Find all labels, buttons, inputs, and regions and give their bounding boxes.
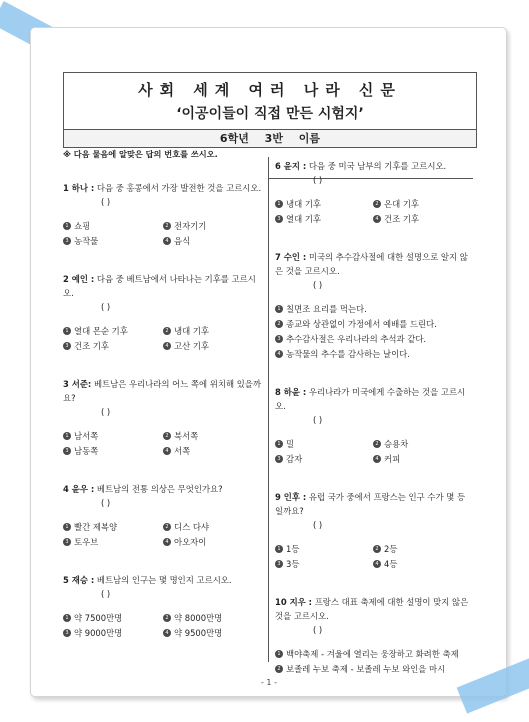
option-number-icon: 4: [163, 447, 171, 455]
answer-option[interactable]: [373, 197, 471, 211]
answer-option[interactable]: [163, 339, 263, 353]
question: [63, 573, 263, 640]
answer-option[interactable]: [275, 212, 373, 226]
option-label: 디스 다샤: [174, 522, 210, 532]
answer-option[interactable]: [163, 611, 263, 625]
answer-option[interactable]: [275, 317, 471, 331]
question: [275, 385, 471, 466]
question-number: 3 서준:: [63, 379, 92, 389]
question-number: 4 윤우 :: [63, 484, 95, 494]
answer-option[interactable]: [275, 347, 471, 361]
option-label: 건조 기후: [74, 341, 110, 351]
option-label: 온대 기후: [384, 199, 420, 209]
question-number: 10 지우 :: [275, 597, 313, 607]
option-number-icon: 1: [63, 327, 71, 335]
option-number-icon: 1: [275, 440, 283, 448]
answer-option[interactable]: [275, 662, 471, 676]
question-body: 미국의 추수감사절에 대한 설명으로 알지 않은 것을 고르시오.: [275, 252, 468, 276]
right-question-list: [275, 159, 471, 676]
question-text: [63, 181, 263, 209]
option-label: 백야축제 - 겨울에 열리는 웅장하고 화려한 축제: [286, 649, 459, 659]
answer-blank[interactable]: ( ): [313, 415, 323, 425]
answer-blank[interactable]: ( ): [101, 197, 111, 207]
answer-option[interactable]: [163, 429, 263, 443]
option-label: 밀: [286, 439, 295, 449]
option-label: 쇼핑: [74, 221, 91, 231]
option-number-icon: 1: [275, 650, 283, 658]
option-label: 감자: [286, 454, 303, 464]
exam-title: 사회 세계 여러 나라 신문: [138, 81, 402, 99]
answer-option[interactable]: [163, 520, 263, 534]
option-number-icon: 4: [163, 342, 171, 350]
question-body: 다음 중 홍콩에서 가장 발전한 것을 고르시오.: [96, 183, 262, 193]
option-number-icon: 2: [275, 665, 283, 673]
option-number-icon: 2: [373, 545, 381, 553]
option-label: 남동쪽: [74, 446, 99, 456]
option-label: 건조 기후: [384, 214, 420, 224]
option-list: [275, 647, 471, 676]
question: [275, 490, 471, 571]
question-text: [275, 159, 471, 187]
exam-header: [63, 72, 477, 148]
option-number-icon: 3: [275, 560, 283, 568]
instruction: ※ 다음 물음에 알맞은 답의 번호를 쓰시오.: [63, 149, 218, 159]
question: [275, 250, 471, 361]
question: [63, 482, 263, 549]
option-number-icon: 2: [163, 327, 171, 335]
answer-blank[interactable]: ( ): [313, 625, 323, 635]
answer-option[interactable]: [163, 444, 263, 458]
question-body: 유럽 국가 중에서 프랑스는 인구 수가 몇 등일까요?: [275, 492, 466, 516]
option-label: 북서쪽: [174, 431, 199, 441]
answer-option[interactable]: [275, 302, 471, 316]
answer-option[interactable]: [163, 324, 263, 338]
option-number-icon: 3: [275, 455, 283, 463]
question-text: [63, 272, 263, 314]
option-number-icon: 1: [63, 222, 71, 230]
option-label: 서쪽: [174, 446, 191, 456]
answer-option[interactable]: [163, 626, 263, 640]
answer-option[interactable]: [275, 557, 373, 571]
answer-option[interactable]: [163, 535, 263, 549]
option-number-icon: 2: [163, 222, 171, 230]
option-number-icon: 3: [63, 629, 71, 637]
question: [275, 159, 471, 226]
question-number: 8 하윤 :: [275, 387, 307, 397]
question-number: 1 하나 :: [63, 183, 95, 193]
answer-option[interactable]: [275, 332, 471, 346]
option-label: 약 7500만명: [74, 613, 123, 623]
answer-option[interactable]: [275, 542, 373, 556]
option-number-icon: 1: [275, 305, 283, 313]
answer-blank[interactable]: ( ): [101, 589, 111, 599]
option-list: [275, 542, 471, 571]
name-label: 이름: [298, 132, 321, 145]
option-number-icon: 4: [373, 560, 381, 568]
question-text: [275, 595, 471, 637]
option-number-icon: 4: [163, 538, 171, 546]
option-number-icon: 3: [63, 237, 71, 245]
question-body: 베트남은 우리나라의 어느 쪽에 위치해 있을까요?: [63, 379, 261, 403]
option-number-icon: 2: [275, 320, 283, 328]
option-number-icon: 4: [373, 455, 381, 463]
option-number-icon: 4: [163, 237, 171, 245]
option-label: 2등: [384, 544, 398, 554]
option-number-icon: 1: [63, 523, 71, 531]
option-number-icon: 2: [163, 523, 171, 531]
option-number-icon: 3: [63, 342, 71, 350]
question-body: 프랑스 대표 축제에 대한 설명이 맞지 않은 것을 고르시오.: [275, 597, 469, 621]
option-label: 전자기기: [174, 221, 207, 231]
question: [63, 272, 263, 353]
option-number-icon: 1: [63, 614, 71, 622]
answer-option[interactable]: [275, 197, 373, 211]
answer-option[interactable]: [373, 437, 471, 451]
question-number: 5 재승 :: [63, 575, 95, 585]
question: [63, 181, 263, 248]
answer-option[interactable]: [373, 557, 471, 571]
question-text: [275, 385, 471, 427]
option-label: 약 9000만명: [74, 628, 123, 638]
question-number: 6 윤지 :: [275, 161, 307, 171]
page-number: - 1 -: [261, 678, 277, 687]
option-label: 아오자이: [174, 537, 207, 547]
column-divider: [268, 157, 269, 662]
answer-option[interactable]: [275, 437, 373, 451]
option-list: [63, 219, 263, 248]
option-label: 농작물: [74, 236, 99, 246]
answer-blank[interactable]: ( ): [101, 498, 111, 508]
option-label: 약 9500만명: [174, 628, 223, 638]
option-label: 농작물의 추수를 감사하는 날이다.: [286, 349, 410, 359]
option-number-icon: 1: [63, 432, 71, 440]
option-number-icon: 4: [373, 215, 381, 223]
option-label: 냉대 기후: [174, 326, 210, 336]
option-label: 보졸레 누보 축제 - 보졸레 누보 와인을 마시: [286, 664, 446, 674]
option-label: 남서쪽: [74, 431, 99, 441]
question: [63, 377, 263, 458]
question-number: 2 예인 :: [63, 274, 95, 284]
option-label: 커피: [384, 454, 401, 464]
option-number-icon: 3: [63, 538, 71, 546]
answer-blank[interactable]: ( ): [101, 407, 111, 417]
option-label: 추수감사절은 우리나라의 추석과 같다.: [286, 334, 427, 344]
left-column: [63, 147, 263, 664]
answer-option[interactable]: [275, 452, 373, 466]
answer-option[interactable]: [63, 324, 163, 338]
option-number-icon: 3: [63, 447, 71, 455]
answer-option[interactable]: [63, 535, 163, 549]
left-question-list: [63, 181, 263, 640]
question-number: 9 인후 :: [275, 492, 307, 502]
option-label: 음식: [174, 236, 191, 246]
option-label: 칠면조 요리를 먹는다.: [286, 304, 367, 314]
option-label: 열대 몬순 기후: [74, 326, 128, 336]
option-list: [63, 611, 263, 640]
option-label: 토우브: [74, 537, 99, 547]
answer-option[interactable]: [63, 520, 163, 534]
option-label: 약 8000만명: [174, 613, 223, 623]
answer-blank[interactable]: ( ): [101, 302, 111, 312]
question-body: 다음 중 베트남에서 나타나는 기후를 고르시오.: [63, 274, 256, 298]
answer-option[interactable]: [163, 219, 263, 233]
option-number-icon: 4: [163, 629, 171, 637]
option-number-icon: 3: [275, 335, 283, 343]
option-label: 3등: [286, 559, 300, 569]
answer-option[interactable]: [373, 212, 471, 226]
option-label: 4등: [384, 559, 398, 569]
option-label: 냉대 기후: [286, 199, 322, 209]
answer-option[interactable]: [63, 429, 163, 443]
answer-blank[interactable]: ( ): [313, 175, 323, 185]
answer-option[interactable]: [373, 452, 471, 466]
question-text: [63, 573, 263, 601]
answer-blank[interactable]: ( ): [313, 520, 323, 530]
exam-subtitle: ‘이공이들이 직접 만든 시험지’: [64, 103, 476, 130]
option-list: [275, 302, 471, 361]
exam-paper: [30, 27, 507, 697]
answer-option[interactable]: [373, 542, 471, 556]
answer-option[interactable]: [63, 339, 163, 353]
question-body: 다음 중 미국 남부의 기후를 고르시오.: [308, 161, 447, 171]
student-info-row: [64, 130, 476, 147]
option-label: 1등: [286, 544, 300, 554]
question-text: [275, 490, 471, 532]
option-number-icon: 4: [275, 350, 283, 358]
answer-blank[interactable]: ( ): [313, 280, 323, 290]
answer-option[interactable]: [275, 647, 471, 661]
option-label: 열대 기후: [286, 214, 322, 224]
question-text: [275, 250, 471, 292]
option-list: [63, 324, 263, 353]
right-column: [275, 159, 471, 700]
question-body: 베트남의 전통 의상은 무엇인가요?: [96, 484, 223, 494]
option-number-icon: 3: [275, 215, 283, 223]
option-number-icon: 2: [373, 440, 381, 448]
question-body: 우리나라가 미국에게 수출하는 것을 고르시오.: [275, 387, 466, 411]
option-number-icon: 2: [373, 200, 381, 208]
answer-option[interactable]: [163, 234, 263, 248]
option-number-icon: 1: [275, 200, 283, 208]
option-number-icon: 2: [163, 614, 171, 622]
option-label: 빨간 제복양: [74, 522, 118, 532]
option-number-icon: 1: [275, 545, 283, 553]
answer-option[interactable]: [63, 444, 163, 458]
option-label: 종교와 상관없이 가정에서 예배를 드린다.: [286, 319, 437, 329]
answer-option[interactable]: [63, 219, 163, 233]
option-label: 고산 기후: [174, 341, 210, 351]
question-number: 7 수인 :: [275, 252, 307, 262]
option-list: [275, 437, 471, 466]
option-list: [63, 429, 263, 458]
question-text: [63, 482, 263, 510]
option-number-icon: 2: [163, 432, 171, 440]
option-label: 승용차: [384, 439, 409, 449]
option-list: [63, 520, 263, 549]
grade-label: 6학년: [219, 132, 249, 145]
class-label: 3반: [264, 132, 283, 145]
question-text: [63, 377, 263, 419]
answer-option[interactable]: [63, 611, 163, 625]
answer-option[interactable]: [63, 234, 163, 248]
answer-option[interactable]: [63, 626, 163, 640]
option-list: [275, 197, 471, 226]
question: [275, 595, 471, 676]
question-body: 베트남의 인구는 몇 명인지 고르시오.: [96, 575, 232, 585]
